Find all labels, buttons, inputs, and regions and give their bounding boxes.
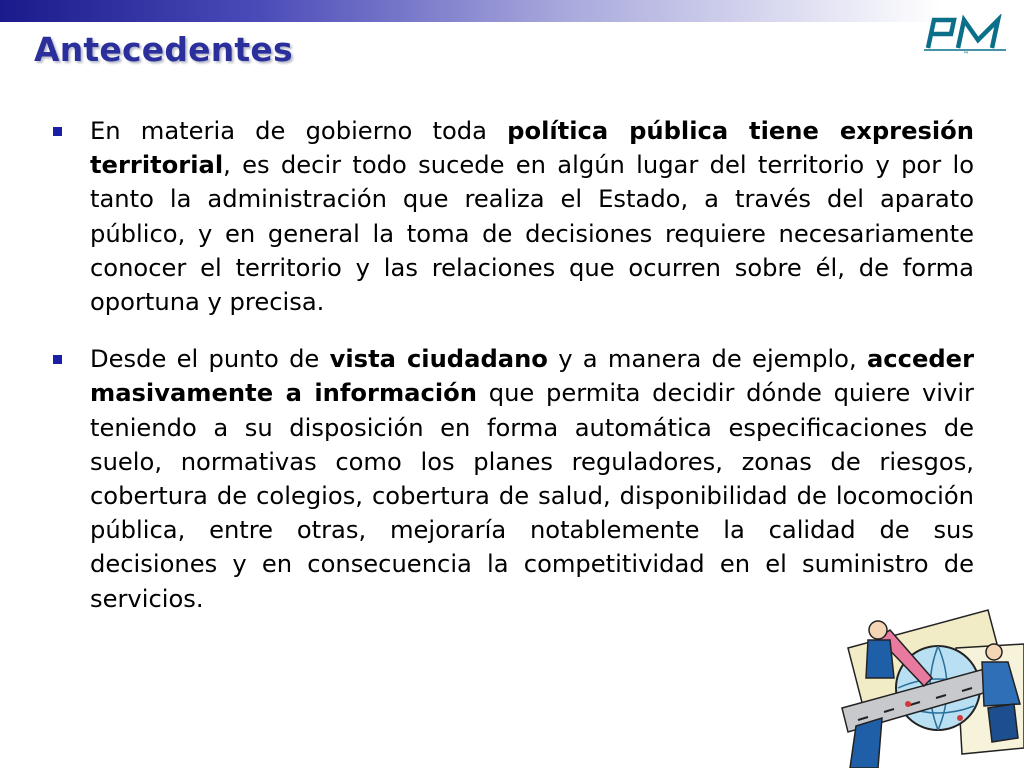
square-bullet-icon	[53, 355, 62, 364]
bullet-2-bold-1: vista ciudadano	[329, 345, 548, 374]
slide-title: Antecedentes	[34, 30, 293, 69]
square-bullet-icon	[53, 127, 62, 136]
logo-text: PM	[963, 50, 969, 54]
bullet-1-bold: política pública tiene expresión territorial	[90, 117, 975, 180]
people-globe-clipart	[838, 608, 1024, 768]
bullet-item-1	[52, 114, 974, 319]
bullet-2-text-end: que permita decidir dónde quiere vivir teniendo a su disposición en forma automática especificaciones de suelo, normativas como los planes reguladores, zonas de riesgos, cobertura de colegios, cobertura de salud, disponibilidad de locomoción pública, entre otras, mejoraría notablemente la calidad de sus decisiones y en consecuencia la competitividad en el suministro de servicios.	[90, 379, 974, 613]
pm-logo	[920, 14, 1012, 54]
header-gradient-bar	[0, 0, 1024, 22]
bullet-2-text-cont: y a manera de ejemplo,	[547, 345, 867, 374]
bullet-1-text-cont: , es decir todo sucede en algún lugar del territorio y por lo tanto la administración que realiza el Estado, a través del aparato público, y en general la toma de decisiones requiere necesariamente conocer el territorio y las relaciones que ocurren sobre él, de forma oportuna y precisa.	[90, 151, 974, 317]
bullet-item-2	[52, 342, 974, 616]
bullet-2-bold-2: acceder masivamente a información	[90, 345, 975, 408]
slide-body	[52, 114, 974, 639]
bullet-1-text: En materia de gobierno toda	[90, 117, 508, 145]
bullet-2-text: Desde el punto de	[90, 345, 330, 374]
